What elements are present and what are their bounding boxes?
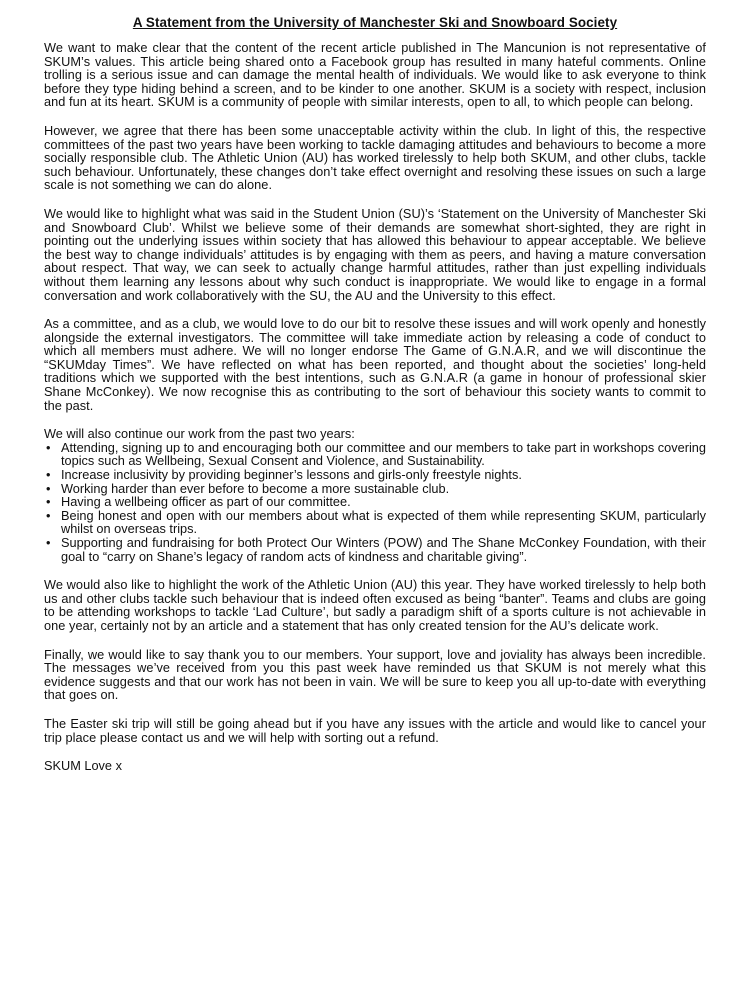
bullet-icon: • <box>46 535 51 550</box>
list-item <box>44 536 706 563</box>
paragraph-unacceptable-activity: However, we agree that there has been some unacceptable activity within the club. In light of this, the respective committees of the past two years have been working to tackle damaging attitudes and behaviours to become a more socially responsible club. The Athletic Union (AU) has worked tirelessly to help both SKUM, and other clubs, tackle such behaviour. Unfortunately, these changes don’t take effect overnight and resolving these issues on such a large scale is not something we can do alone. <box>44 122 706 193</box>
signoff: SKUM Love x <box>44 758 122 774</box>
document-title: A Statement from the University of Manchester Ski and Snowboard Society <box>132 15 618 30</box>
list-item <box>44 482 706 496</box>
list-item <box>44 468 706 482</box>
list-intro: We will also continue our work from the past two years: <box>44 426 355 442</box>
list-item <box>44 495 706 509</box>
bullet-icon: • <box>46 507 51 523</box>
paragraph-committee-actions: As a committee, and as a club, we would love to do our bit to resolve these issues and will work openly and honestly alongside the external investigators. The committee will take immediate action by releasing a code of conduct to which all members must adhere. We will no longer endorse The Game of G.N.A.R, and we will discontinue the “SKUMday Times”. We have reflected on what has been reported, and thought about the societies’ long-held traditions which we supported with the best intentions, such as G.N.A.R (a game in honour of professional skier Shane McConkey). We now recognise this as contributing to the sort of behaviour this society wants to commit to the past. <box>44 316 706 413</box>
paragraph-easter-trip: The Easter ski trip will still be going ahead but if you have any issues with the article and would like to cancel your trip place please contact us and we will help with sorting out a refund. <box>44 715 706 745</box>
list-item <box>44 441 706 468</box>
ongoing-work-list <box>44 441 706 563</box>
paragraph-athletic-union: We would also like to highlight the work of the Athletic Union (AU) this year. They have worked tirelessly to help both us and other clubs tackle such behaviour that is indeed often excused as being “banter”. Teams and clubs are going to be attending workshops to tackle ‘Lad Culture’, but sadly a paradigm shift of a sports culture is not achievable in one year, certainly not by an article and a statement that has only created tension for the AU’s delicate work. <box>44 577 706 633</box>
bullet-icon: • <box>46 467 51 483</box>
list-item-text: Being honest and open with our members about what is expected of them while representing SKUM, particularly whilst on overseas trips. <box>61 507 706 537</box>
list-item-text: Attending, signing up to and encouraging both our committee and our members to take part in workshops covering topics such as Wellbeing, Sexual Consent and Violence, and Sustainability. <box>61 439 706 469</box>
list-item-text: Supporting and fundraising for both Protect Our Winters (POW) and The Shane McConkey Foundation, with their goal to “carry on Shane’s legacy of random acts of kindness and charitable giving”. <box>61 535 706 564</box>
paragraph-thank-you: Finally, we would like to say thank you to our members. Your support, love and joviality has always been incredible. The messages we’ve received from you this past week have reminded us that SKUM is not merely what this evidence suggests and that our work has not been in vain. We will be sure to keep you all up-to-date with everything that goes on. <box>44 646 706 703</box>
bullet-icon: • <box>46 494 51 510</box>
list-item-text: Working harder than ever before to become a more sustainable club. <box>61 480 450 496</box>
paragraph-student-union-statement: We would like to highlight what was said in the Student Union (SU)’s ‘Statement on the University of Manchester Ski and Snowboard Club’. Whilst we believe some of their demands are somewhat short-sighted, they are right in pointing out the underlying issues within society that has allowed this behaviour to appear acceptable. We believe the best way to change individuals’ attitudes is by engaging with them as peers, and having a mature conversation about respect. That way, we can seek to actually change harmful attitudes, rather than just expelling individuals without them learning any lessons about why such conduct is inappropriate. We would like to engage in a formal conversation and work collaboratively with the SU, the AU and the University to this effect. <box>44 205 706 303</box>
bullet-icon: • <box>46 439 51 455</box>
bullet-icon: • <box>46 480 51 496</box>
paragraph-online-trolling: We want to make clear that the content of the recent article published in The Mancunion is not representative of SKUM’s values. This article being shared onto a Facebook group has resulted in many hateful comments. Online trolling is a serious issue and can damage the mental health of individuals. We would like to ask everyone to think before they type hiding behind a screen, and to be kinder to one another. SKUM is a society with respect, inclusion and fun at its heart. SKUM is a community of people with similar interests, open to all, to which people can belong. <box>44 40 706 110</box>
list-item <box>44 509 706 536</box>
list-item-text: Increase inclusivity by providing beginner’s lessons and girls-only freestyle nights. <box>61 467 522 483</box>
list-item-text: Having a wellbeing officer as part of our committee. <box>61 494 351 510</box>
